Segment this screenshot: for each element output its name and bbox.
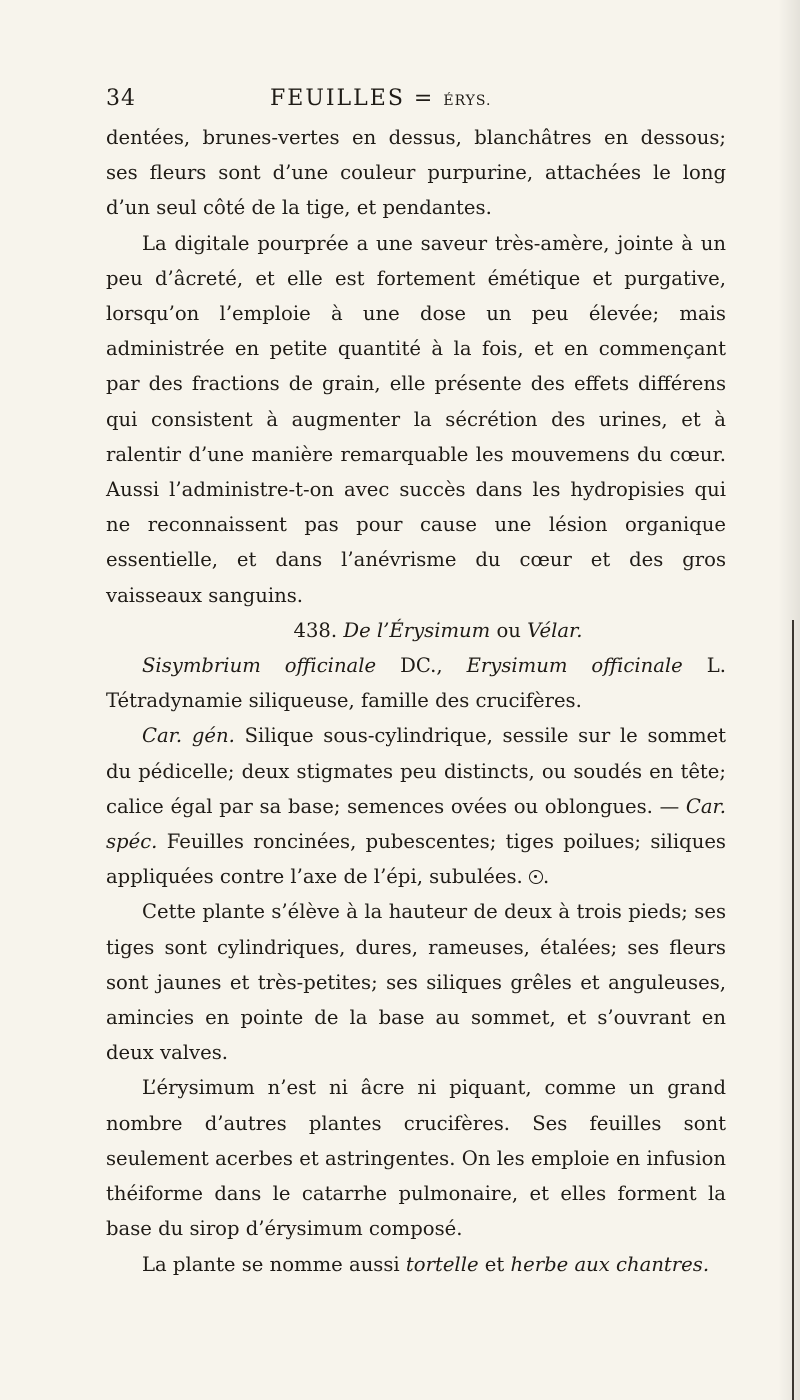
page-body — [106, 120, 726, 1282]
paragraph-digitale: La digitale pourprée a une saveur très-amère, jointe à un peu d’âcreté, et elle est fortement émétique et purgative, lorsqu’on l’emploie à une dose un peu élevée; mais administrée en petite quantité à la fois, et en commençant par des fractions de grain, elle présente des effets différens qui consistent à augmenter la sécrétion des urines, et à ralentir d’une manière remarquable les mouvemens du cœur. Aussi l’administre-t-on avec succès dans les hydropisies qui ne reconnaissent pas pour cause une lésion organique essentielle, et dans l’anévrisme du cœur et des gros vaisseaux sanguins. — [106, 231, 726, 607]
label-car-spec: Car. spéc. — [106, 794, 726, 854]
text-car-gen: Silique sous-cylindrique, sessile sur le sommet du pédicelle; deux stigmates peu distincts, ou soudés en tête; calice égal par sa base; semences ovées ou oblongues. — — [106, 724, 726, 818]
label-car-gen: Car. gén. — [142, 724, 235, 748]
page-edge-line — [792, 620, 794, 1400]
page-header — [106, 86, 686, 118]
paragraph-continuation: dentées, brunes-vertes en dessus, blanchâtres en dessous; ses fleurs sont d’une couleur purpurine, attachées le long d’un seul côté de la tige, et pendantes. — [106, 126, 726, 220]
page-number: 34 — [106, 86, 136, 111]
classification-text: Tétradynamie siliqueuse, famille des crucifères. — [106, 689, 582, 713]
common-name-2: herbe aux chantres. — [510, 1252, 710, 1276]
running-title-sub: ÉRYS. — [443, 93, 492, 109]
section-number: 438. — [293, 618, 338, 642]
names-conj: et — [484, 1252, 505, 1276]
common-name-1: tortelle — [405, 1252, 479, 1276]
botanical-name-2: Erysimum officinale — [466, 654, 683, 678]
paragraph-characters: Car. gén. Silique sous-cylindrique, sessile sur le sommet du pédicelle; deux stigmates peu distincts, ou soudés en tête; calice égal par sa base; semences ovées ou oblongues. — Car. spéc. Feuilles roncinées, pubescentes; tiges poilues; siliques appliquées contre l’axe de l’épi, subulées. . — [106, 724, 726, 889]
text-car-spec: Feuilles roncinées, pubescentes; tiges poilues; siliques appliquées contre l’axe de l’épi, subulées. — [106, 830, 726, 889]
botanical-author-1: DC., — [400, 654, 443, 678]
section-heading — [106, 613, 726, 648]
running-title-sep: = — [413, 86, 435, 111]
paragraph-description: Cette plante s’élève à la hauteur de deux à trois pieds; ses tiges sont cylindriques, dures, rameuses, étalées; ses fleurs sont jaunes et très-petites; ses siliques grêles et anguleuses, amincies en pointe de la base au sommet, et s’ouvrant en deux valves. — [106, 900, 726, 1065]
paragraph-names — [106, 1247, 726, 1282]
section-title-b: Vélar. — [527, 618, 583, 642]
botanical-name-1: Sisymbrium officinale — [142, 654, 377, 678]
biennial-symbol-icon — [529, 870, 543, 884]
paragraph-nomenclature — [106, 648, 726, 718]
section-title-or: ou — [496, 618, 521, 642]
botanical-author-2: L. — [706, 654, 727, 678]
page-edge-shadow — [778, 0, 800, 1400]
section-title-a: De l’Érysimum — [343, 618, 491, 642]
running-title — [270, 86, 491, 111]
paragraph-properties: L’érysimum n’est ni âcre ni piquant, comme un grand nombre d’autres plantes crucifères. Ses feuilles sont seulement acerbes et astringentes. On les emploie en infusion théiforme dans le catarrhe pulmonaire, et elles forment la base du sirop d’érysimum composé. — [106, 1076, 726, 1241]
names-lead: La plante se nomme aussi — [142, 1252, 400, 1276]
running-title-main: FEUILLES — [270, 86, 405, 111]
